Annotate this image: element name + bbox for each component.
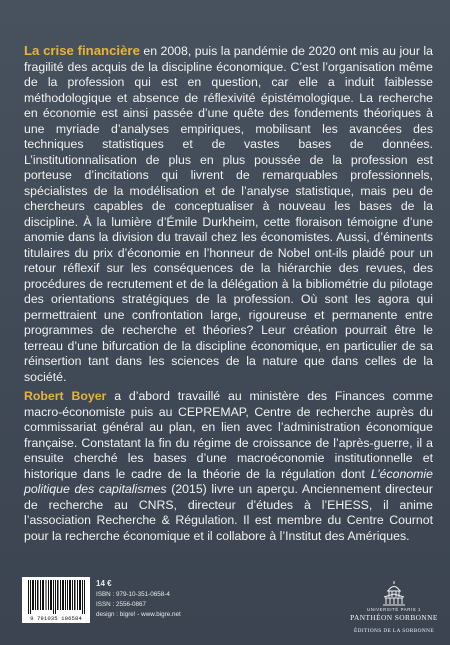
publisher-logo: [346, 580, 442, 634]
publisher-name: PANTHÉON SORBONNE: [350, 613, 438, 622]
publication-info: [96, 579, 181, 620]
summary-text: en 2008, puis la pandémie de 2020 ont mis au jour la fragilité des acquis de la discipline économique. C’est l’organisation même de la profession qui est en question, car elle a induit faiblesse méthodologique et absence de réflexivité épistémologique. La recherche en économie est ainsi passée d’une quête des fondements théoriques à une myriade d’analyses empiriques, mobilisant les avancées des techniques statistiques et de vastes bases de données. L’institutionnalisation de plus en plus poussée de la profession est porteuse d’incitations qui livrent de remarquables professionnels, spécialistes de la modélisation et de l’analyse statistique, mais peu de chercheurs capables de conceptualiser à nouveau les bases de la discipline. À la lumière d’Émile Durkheim, cette floraison témoigne d’une anomie dans la division du travail chez les économistes. Aussi, d’éminents titulaires du prix d’économie en l’honneur de Nobel ont-ils plaidé pour un retour réflexif sur les conséquences de la hiérarchie des revues, des procédures de recrutement et de la délégation à la bibliométrie du pilotage des orientations stratégiques de la profession. Où sont les agora qui permettraient une confrontation large, rigoureuse et permanente entre programmes de recherche et théories? Leur création pourrait être le terreau d’une bifurcation de la discipline économique, en particulier de sa réinsertion tant dans les sciences de la nature que dans celles de la société.: [24, 44, 433, 384]
author-bio-paragraph: [24, 389, 433, 544]
barcode-digits: 9 791035 106584: [30, 615, 82, 622]
author-name: Robert Boyer: [24, 389, 107, 403]
publisher-editions: ÉDITIONS DE LA SORBONNE: [354, 628, 434, 634]
isbn: ISBN : 979-10-351-0658-4: [96, 591, 170, 598]
summary-paragraph: [24, 43, 433, 385]
price: 14 €: [96, 579, 112, 588]
pantheon-dome-icon: [379, 580, 409, 606]
author-bio-text-before: a d’abord travaillé au ministère des Finances comme macro-économiste puis au CEPREMAP, Centre de recherche auprès du commissariat général au plan, en lien avec l’administration économique française. Constatant la fin du régime de croissance de l’après-guerre, il a ensuite cherché les bases d’une macroéconomie institutionnelle et historique dans le cadre de la théorie de la régulation dont: [24, 389, 433, 481]
issn: ISSN : 2556-0867: [96, 601, 147, 608]
barcode: [22, 577, 90, 623]
summary-lead: La crise financière: [24, 43, 140, 58]
publisher-university: UNIVERSITÉ PARIS 1: [367, 607, 421, 612]
barcode-icon: [27, 580, 85, 614]
design-credit: design : bigre! - www.bigre.net: [96, 611, 181, 618]
author-book-title: L’économie politique des capitalismes: [24, 466, 433, 496]
author-bio-text-after: (2015) livre un aperçu. Anciennement directeur de recherche au CNRS, directeur d’études à l’EHESS, il anime l’association Recherche & Régulation. Il est membre du Centre Cournot pour la recherche économique et il collabore à l’Institut des Amériques.: [24, 482, 433, 543]
